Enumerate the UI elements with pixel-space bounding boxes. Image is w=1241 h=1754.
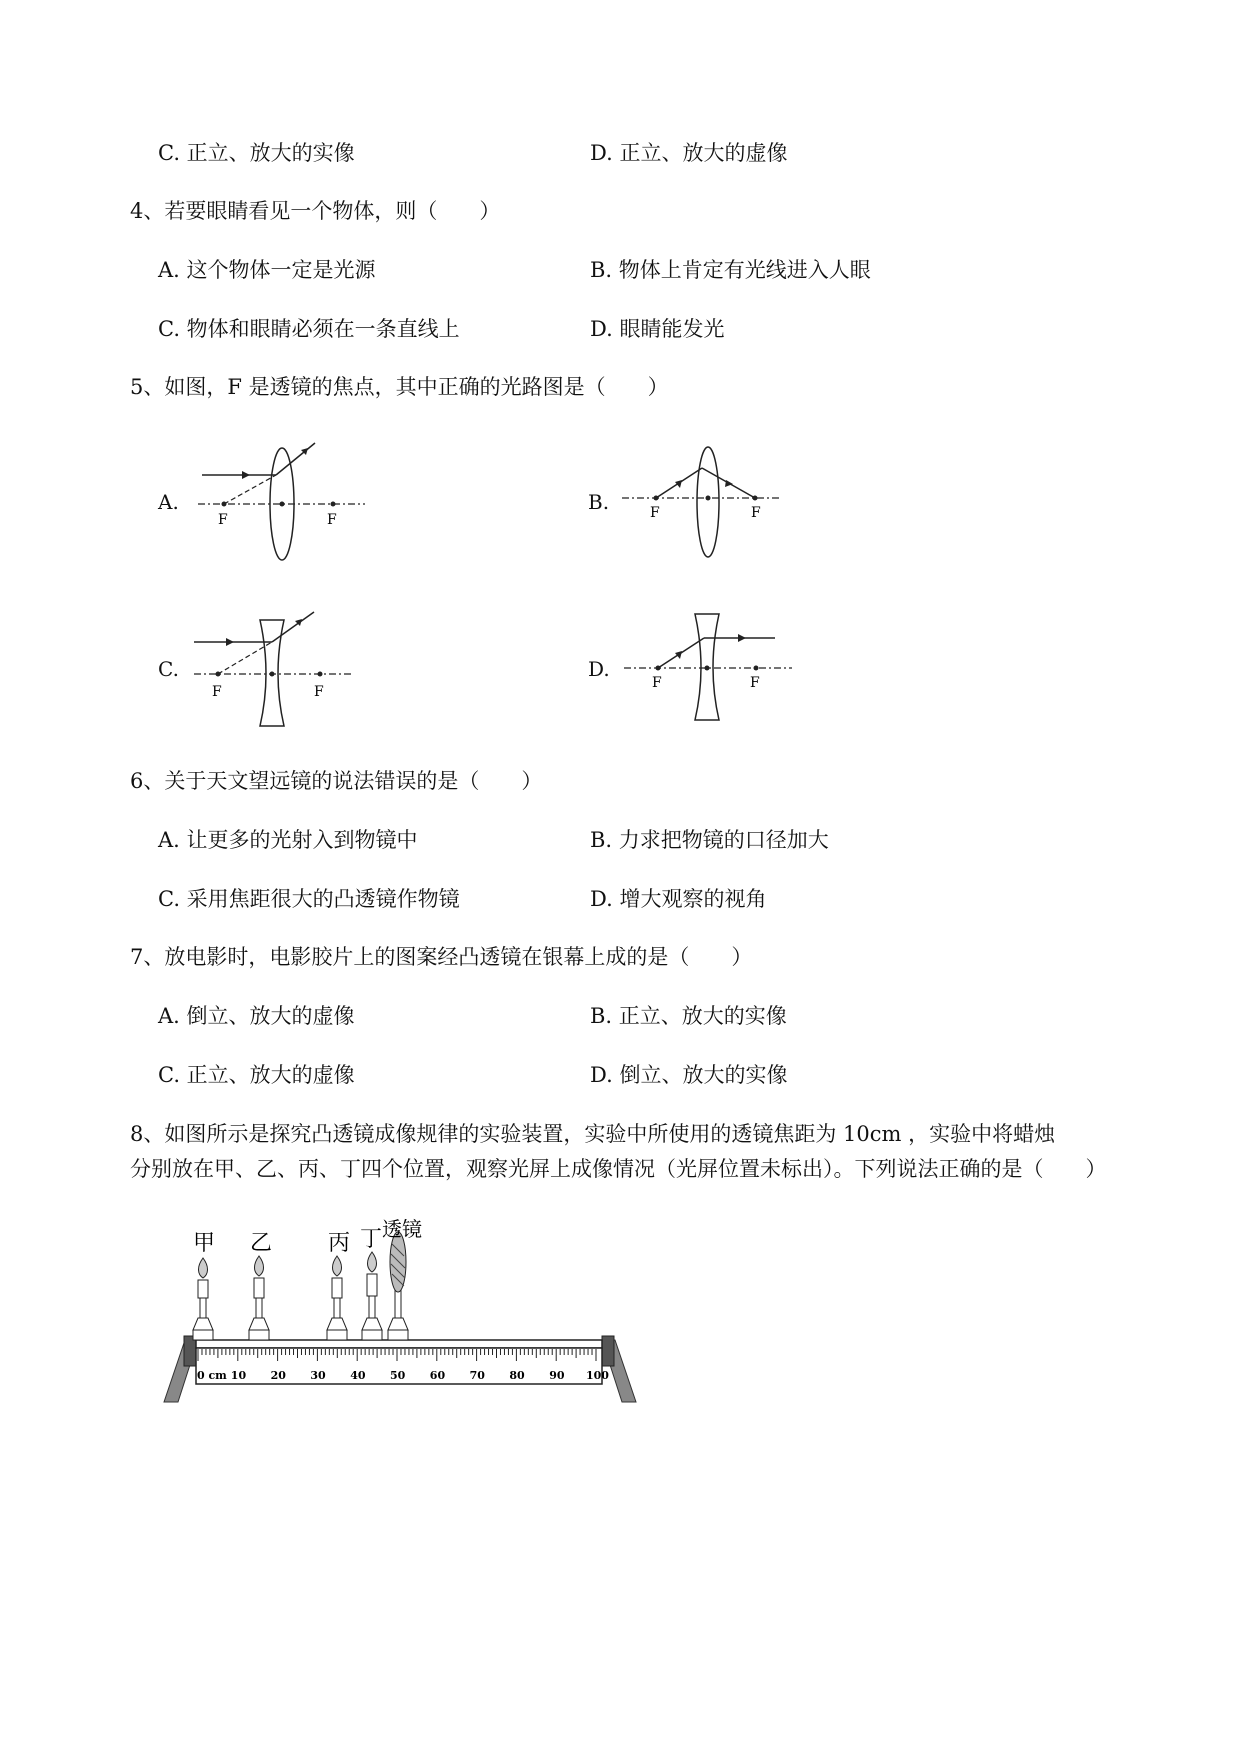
- q5-diagram-b: [620, 438, 800, 568]
- q6-option-d: D. 增大观察的视角: [590, 887, 767, 911]
- q8-stem-line1: 8、如图所示是探究凸透镜成像规律的实验装置，实验中所使用的透镜焦距为 10cm ，实验中将蜡烛: [130, 1122, 1056, 1146]
- ruler-label: 50: [390, 1369, 406, 1382]
- ruler-label: 80: [509, 1369, 525, 1382]
- optical-bench-figure: [160, 1212, 640, 1412]
- q7-stem: 7、放电影时，电影胶片上的图案经凸透镜在银幕上成的是（ ）: [130, 945, 753, 969]
- q5-diagram-a: [190, 438, 370, 568]
- q4-option-d: D. 眼睛能发光: [590, 317, 725, 341]
- focus-label: F: [314, 684, 324, 700]
- q4-option-a: A. 这个物体一定是光源: [158, 258, 376, 282]
- q7-option-d: D. 倒立、放大的实像: [590, 1063, 788, 1087]
- q6-option-c: C. 采用焦距很大的凸透镜作物镜: [158, 887, 460, 911]
- q7-option-c: C. 正立、放大的虚像: [158, 1063, 355, 1087]
- ruler-label: 20: [270, 1369, 286, 1382]
- ruler-label: 100: [586, 1369, 609, 1382]
- focus-label: F: [652, 675, 662, 691]
- ruler-unit-label: 0 cm: [197, 1369, 227, 1382]
- q5-diagram-d: [620, 606, 800, 731]
- q5-stem: 5、如图，F 是透镜的焦点，其中正确的光路图是（ ）: [130, 375, 669, 399]
- label-ding: 丁: [360, 1227, 383, 1252]
- focus-label: F: [218, 512, 228, 528]
- q4-stem: 4、若要眼睛看见一个物体，则（ ）: [130, 199, 501, 223]
- q3-option-d: D. 正立、放大的虚像: [590, 141, 788, 165]
- label-jia: 甲: [193, 1231, 216, 1256]
- ruler-label: 30: [310, 1369, 326, 1382]
- focus-label: F: [327, 512, 337, 528]
- q7-option-a: A. 倒立、放大的虚像: [158, 1004, 355, 1028]
- q6-option-a: A. 让更多的光射入到物镜中: [158, 828, 418, 852]
- q3-option-c: C. 正立、放大的实像: [158, 141, 355, 165]
- ruler-label: 60: [429, 1369, 446, 1382]
- q6-stem: 6、关于天文望远镜的说法错误的是（ ）: [130, 769, 543, 793]
- candle-yi: [249, 1256, 269, 1340]
- lens: [388, 1232, 408, 1340]
- focus-label: F: [212, 684, 222, 700]
- focus-label: F: [750, 675, 760, 691]
- ruler-label: 90: [549, 1369, 565, 1382]
- ruler-label: 40: [350, 1369, 366, 1382]
- q8-stem-line2: 分别放在甲、乙、丙、丁四个位置，观察光屏上成像情况（光屏位置未标出）。下列说法正确的是（ ）: [130, 1157, 1107, 1181]
- ruler-label: 10: [230, 1369, 247, 1382]
- q7-option-b: B. 正立、放大的实像: [590, 1004, 787, 1028]
- candle-bing: [327, 1256, 347, 1340]
- q5-label-b: B.: [588, 490, 610, 514]
- ruler-label: 70: [469, 1369, 485, 1382]
- q5-label-d: D.: [588, 657, 610, 681]
- q4-option-c: C. 物体和眼睛必须在一条直线上: [158, 317, 460, 341]
- label-yi: 乙: [250, 1231, 273, 1256]
- candle-jia: [193, 1258, 213, 1340]
- q5-label-c: C.: [158, 657, 179, 681]
- label-lens: 透镜: [382, 1217, 422, 1241]
- q5-label-a: A.: [158, 490, 179, 514]
- focus-label: F: [650, 505, 660, 521]
- q6-option-b: B. 力求把物镜的口径加大: [590, 828, 829, 852]
- q4-option-b: B. 物体上肯定有光线进入人眼: [590, 258, 871, 282]
- candle-ding: [362, 1252, 382, 1340]
- q5-diagram-c: [188, 606, 368, 731]
- focus-label: F: [751, 505, 761, 521]
- label-bing: 丙: [328, 1231, 351, 1256]
